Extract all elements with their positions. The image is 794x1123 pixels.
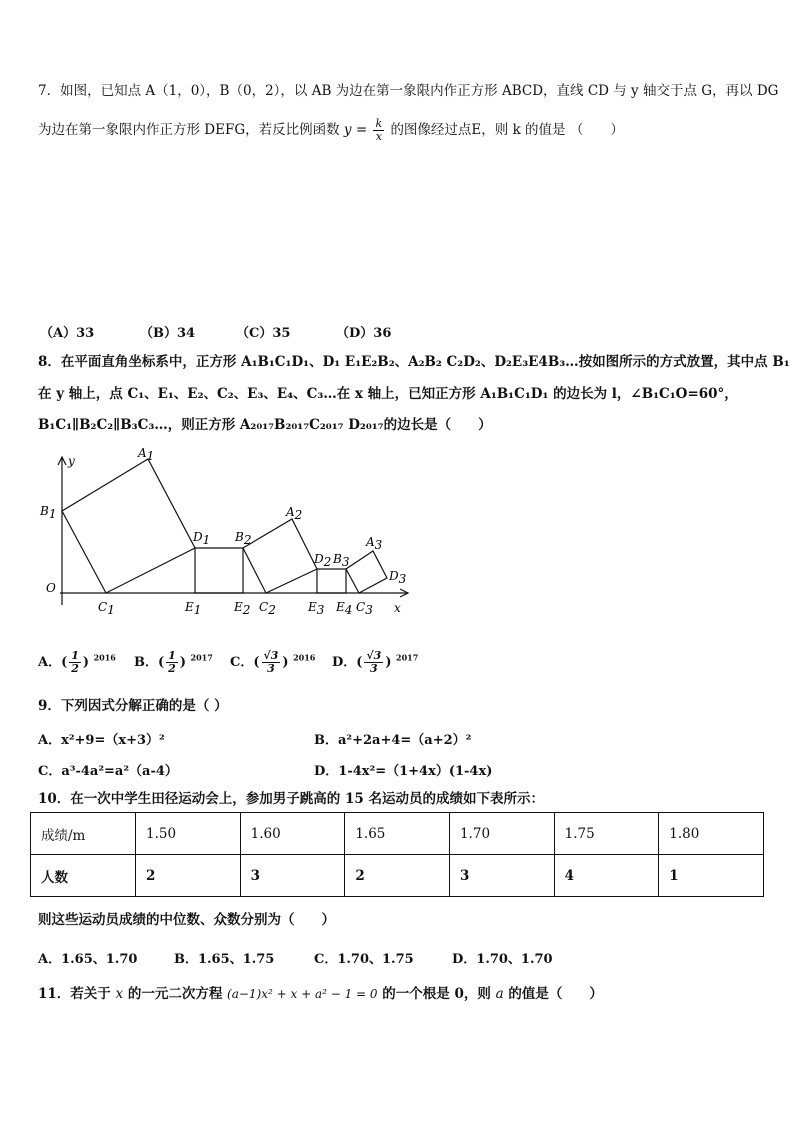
label-c1: C1: [98, 600, 115, 617]
table-cell: 1.80: [659, 813, 764, 855]
label-o: O: [46, 581, 56, 595]
q10-option-d: D．1.70、1.70: [452, 952, 553, 967]
q7-fn-y: y: [343, 122, 352, 138]
q10-question: 则这些运动员成绩的中位数、众数分别为（ ）: [38, 912, 335, 928]
label-d2: D2: [314, 552, 332, 569]
square-3: [243, 519, 317, 593]
q7-option-c: （C）35: [236, 326, 291, 341]
q10-results-table: [30, 812, 764, 897]
q8-option-b: B．( $\frac{1}{2}$ ) $^{2017}$: [134, 649, 213, 675]
q9-title: 9．下列因式分解正确的是（ ）: [38, 698, 228, 714]
q7-line2: [38, 118, 624, 143]
label-a1: A1: [138, 446, 155, 463]
table-cell: 3: [449, 855, 554, 897]
q7-fraction-k-over-x: [373, 118, 384, 143]
q8-line3: B₁C₁∥B₂C₂∥B₃C₃…，则正方形 A₂₀₁₇B₂₀₁₇C₂₀₁₇ D₂₀₁₇的边长是（ ）: [38, 417, 492, 433]
table-cell: 3: [240, 855, 345, 897]
q10-option-c: C．1.70、1.75: [314, 952, 414, 967]
table-cell: 2: [136, 855, 241, 897]
table-cell: 1.70: [449, 813, 554, 855]
q7-option-d: （D）36: [336, 326, 392, 341]
square-1: [62, 459, 195, 593]
q10-option-a: A．1.65、1.70: [38, 952, 138, 967]
q11-mid2: 的一个根是 0，则: [382, 986, 491, 1002]
q11-post: 的值是（ ）: [508, 986, 603, 1002]
label-b1: B1: [40, 504, 57, 521]
label-c3: C3: [356, 600, 373, 617]
q9-option-d: D．1-4x²=（1+4x）(1-4x): [314, 764, 493, 779]
label-c2: C2: [259, 600, 276, 617]
label-a3: A3: [366, 535, 383, 552]
table-cell: 1.75: [554, 813, 659, 855]
label-e4: E4: [336, 600, 353, 617]
label-e3: E3: [308, 600, 325, 617]
q7-fn-eq: =: [355, 122, 368, 138]
q7-option-a: （A）33: [40, 326, 95, 341]
q7-frac-den: x: [375, 130, 382, 143]
label-y: y: [68, 454, 75, 468]
q8-squares-figure: [30, 445, 420, 620]
row-header-height: 成绩/m: [31, 813, 136, 855]
square-2: [195, 548, 243, 593]
q11-pre: 11．若关于: [38, 986, 111, 1002]
q11-var-a: a: [495, 986, 504, 1002]
q8-option-c: C．( $\frac{√3}{3}$ ) $^{2016}$: [230, 649, 316, 675]
label-d3: D3: [389, 569, 407, 586]
q7-line2-pre: 为边在第一象限内作正方形 DEFG，若反比例函数: [38, 122, 340, 138]
table-cell: 1.65: [345, 813, 450, 855]
q10-title: 10．在一次中学生田径运动会上，参加男子跳高的 15 名运动员的成绩如下表所示：: [38, 791, 544, 807]
label-b2: B2: [235, 530, 252, 547]
table-cell: 1.60: [240, 813, 345, 855]
square-4: [317, 569, 346, 593]
table-cell: 4: [554, 855, 659, 897]
q9-option-c: C．a³-4a²=a²（a-4）: [38, 764, 178, 779]
square-5: [346, 551, 387, 593]
row-header-count: 人数: [31, 855, 136, 897]
q8-option-d: D．( $\frac{√3}{3}$ ) $^{2017}$: [332, 649, 419, 675]
table-cell: 1: [659, 855, 764, 897]
q11-line: [38, 985, 603, 1003]
q11-mid1: 的一元二次方程: [127, 986, 223, 1002]
q9-option-a: A．x²+9=（x+3）²: [38, 733, 165, 748]
q9-option-b: B．a²+2a+4=（a+2）²: [314, 733, 472, 748]
q8-option-a: A．( $\frac{1}{2}$ ) $^{2016}$: [38, 649, 116, 675]
q7-line1: 7．如图，已知点 A（1，0），B（0，2），以 AB 为边在第一象限内作正方形 ABCD，直线 CD 与 y 轴交于点 G，再以 DG: [38, 83, 779, 99]
q11-var-x: x: [115, 986, 124, 1002]
label-d1: D1: [193, 530, 211, 547]
label-e2: E2: [234, 600, 251, 617]
table-cell: 1.50: [136, 813, 241, 855]
table-row: [31, 855, 764, 897]
label-x: x: [394, 601, 401, 615]
label-a2: A2: [286, 505, 303, 522]
q7-option-b: （B）34: [140, 326, 196, 341]
q8-line1: 8．在平面直角坐标系中，正方形 A₁B₁C₁D₁、D₁ E₁E₂B₂、A₂B₂ C₂D₂、D₂E₃E4B₃…按如图所示的方式放置，其中点 B₁: [38, 354, 790, 370]
q7-frac-num: k: [375, 117, 383, 130]
label-b3: B3: [333, 552, 350, 569]
q8-line2: 在 y 轴上，点 C₁、E₁、E₂、C₂、E₃、E₄、C₃…在 x 轴上，已知正方形 A₁B₁C₁D₁ 的边长为 l，∠B₁C₁O=60°，: [38, 386, 738, 402]
q11-equation: (a−1)x² + x + a² − 1 = 0: [227, 987, 378, 1001]
table-row: [31, 813, 764, 855]
table-cell: 2: [345, 855, 450, 897]
label-e1: E1: [185, 600, 202, 617]
q10-option-b: B．1.65、1.75: [174, 952, 275, 967]
q7-line2-post: 的图像经过点E，则 k 的值是 （ ）: [390, 122, 624, 138]
